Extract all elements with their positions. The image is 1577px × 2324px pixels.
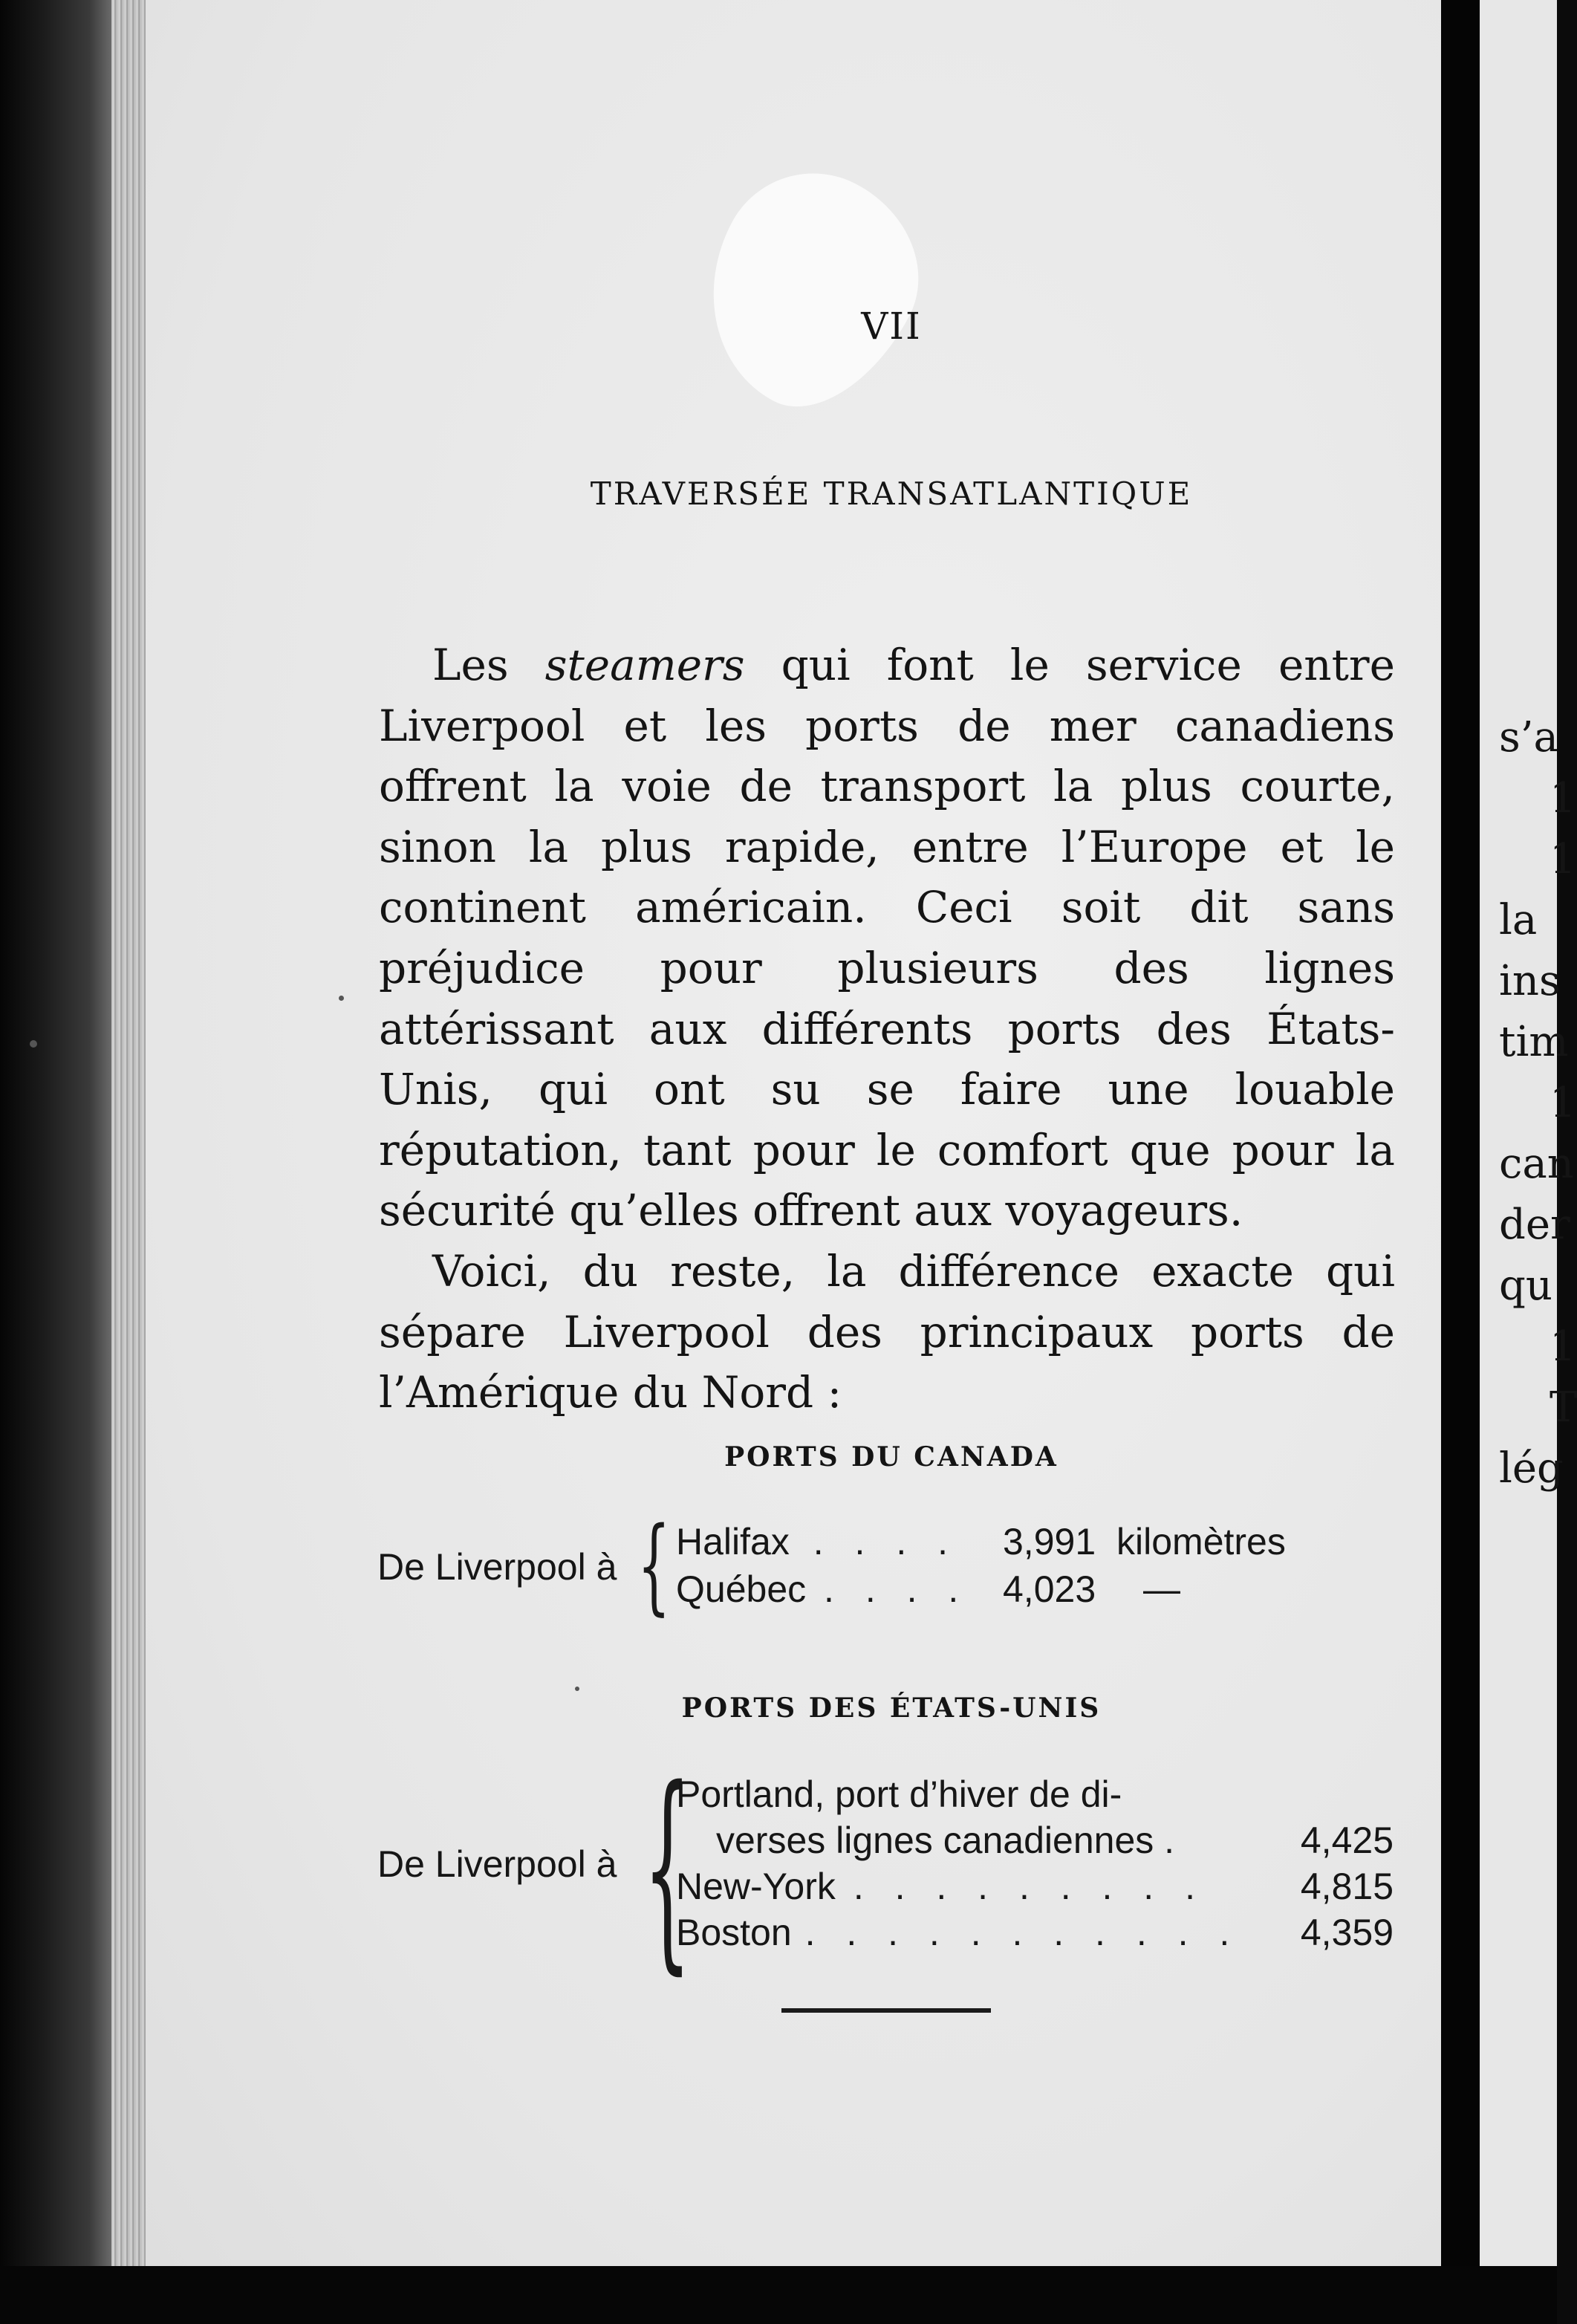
usa-brace: {: [643, 1743, 692, 1993]
next-page-edge: [1480, 0, 1577, 2266]
distance-value: 4,023: [1003, 1568, 1096, 1610]
usa-portland-distance: 4,425: [1300, 1820, 1394, 1861]
scan-speck: [339, 996, 344, 1001]
paragraph-1: [379, 635, 1395, 1241]
next-page-fragment: 1: [1550, 1079, 1576, 1127]
next-page-fragment: la: [1499, 896, 1538, 944]
end-rule: [781, 2008, 991, 2013]
next-page-fragment: tim: [1499, 1018, 1569, 1066]
chapter-number: VII: [861, 305, 922, 348]
distance-unit: kilomètres: [1116, 1521, 1286, 1562]
leader-dots: . . . . . . . . . . .: [804, 1912, 1241, 1953]
usa-from-label: De Liverpool à: [377, 1843, 617, 1885]
next-page-fragment: s’a: [1499, 713, 1558, 762]
paragraph-1-start: Les: [432, 640, 545, 690]
scan-speck: [30, 1040, 37, 1048]
leader-dots: . . . . . . . . .: [853, 1866, 1206, 1907]
canada-halifax-distance: [1003, 1520, 1286, 1563]
leader-dots: . . . .: [824, 1568, 969, 1610]
chapter-title: TRAVERSÉE TRANSATLANTIQUE: [590, 475, 1193, 512]
next-page-fragment: 1: [1550, 835, 1576, 883]
heading-ports-canada: PORTS DU CANADA: [724, 1441, 1059, 1473]
paragraph-1-rest: qui font le service entre Liverpool et les ports de mer canadiens offrent la voie de transport la plus courte, sinon la plus rapide, entre l’Europe et le continent américain. Ceci soit dit sans préjudice pour plusieurs des lignes attérissant aux différents ports des États-Unis, qui ont su se faire une louable réputation, tant pour le comfort que pour la sécurité qu’elles offrent aux voyageurs.: [379, 640, 1395, 1236]
port-name: Boston: [676, 1912, 792, 1953]
heading-ports-usa: PORTS DES ÉTATS-UNIS: [681, 1692, 1102, 1724]
next-page-fragment: der: [1499, 1201, 1570, 1249]
canada-row-quebec: [676, 1568, 969, 1611]
page-stack-edges: [111, 0, 146, 2266]
port-name: Halifax: [676, 1521, 790, 1562]
usa-new-york-distance: 4,815: [1300, 1866, 1394, 1907]
next-page-fragment: 1: [1550, 1322, 1576, 1371]
distance-value: 3,991: [1003, 1521, 1096, 1562]
scan-left-edge: [0, 0, 111, 2324]
next-page-fragment: lég: [1499, 1444, 1564, 1493]
distance-unit: —: [1143, 1568, 1181, 1610]
book-gutter: [1441, 0, 1480, 2324]
leader-dots: . . . .: [813, 1521, 958, 1562]
usa-row-portland-line1: Portland, port d’hiver de di-: [676, 1773, 1122, 1815]
next-page-fragment: 1: [1550, 774, 1576, 822]
next-page-fragment: can: [1499, 1140, 1574, 1188]
next-page-fragment: ins: [1499, 957, 1561, 1005]
scan-bottom-edge: [0, 2266, 1557, 2324]
canada-brace: {: [637, 1505, 671, 1626]
paragraph-2: Voici, du reste, la différence exacte qui sépare Liverpool des principaux ports de l’Amérique du Nord :: [379, 1245, 1395, 1418]
scan-speck: [575, 1687, 579, 1691]
usa-row-new-york: [676, 1865, 1206, 1908]
usa-row-portland-line2: verses lignes canadiennes .: [716, 1820, 1175, 1861]
body-text: [379, 635, 1395, 1424]
italic-term: steamers: [544, 640, 745, 690]
next-page-fragment: qu: [1499, 1262, 1552, 1310]
usa-boston-distance: 4,359: [1300, 1912, 1394, 1953]
next-page-fragment: T: [1550, 1383, 1577, 1432]
canada-row-halifax: [676, 1520, 958, 1563]
canada-from-label: De Liverpool à: [377, 1546, 617, 1588]
port-name: Québec: [676, 1568, 807, 1610]
canada-quebec-distance: [1003, 1568, 1180, 1611]
port-name: New-York: [676, 1866, 836, 1907]
usa-row-boston: [676, 1911, 1240, 1954]
